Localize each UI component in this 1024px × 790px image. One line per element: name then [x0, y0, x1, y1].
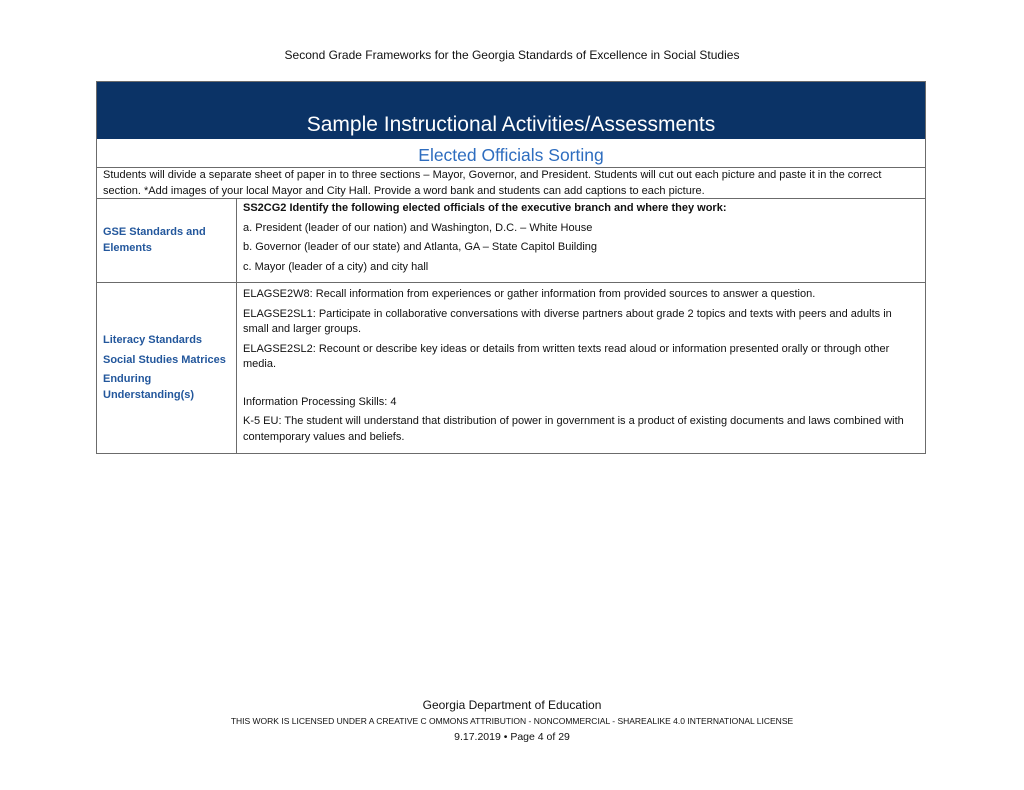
gse-label: GSE Standards and Elements — [97, 199, 237, 282]
social-studies-matrices-label: Social Studies Matrices — [103, 353, 226, 366]
literacy-standards-row — [97, 283, 925, 453]
gse-element-a: a. President (leader of our nation) and Washington, D.C. – White House — [243, 221, 593, 234]
enduring-understanding: K-5 EU: The student will understand that distribution of power in government is a product of existing documents and laws combined with contemporary values and beliefs. — [243, 415, 904, 443]
banner — [97, 82, 925, 139]
literacy-labels — [97, 283, 237, 453]
footer-license: THIS WORK IS LICENSED UNDER A CREATIVE C OMMONS ATTRIBUTION - NONCOMMERCIAL - SHAREALIKE 4.0 INTERNATIONAL LICENSE — [230, 716, 794, 726]
footer-page-number: 9.17.2019 • Page 4 of 29 — [454, 731, 570, 743]
enduring-understandings-label: Enduring Understanding(s) — [103, 373, 195, 401]
activity-description: Students will divide a separate sheet of paper in to three sections – Mayor, Governor, and President. Students will cut out each picture and paste it in the correct section. *Add images of your local Mayor and City Hall. Provide a word bank and students can add captions to each picture. — [97, 168, 925, 199]
gse-content — [237, 199, 925, 282]
elagse2sl2: ELAGSE2SL2: Recount or describe key ideas or details from written texts read aloud or information presented orally or through other media. — [243, 342, 890, 370]
gse-standard: SS2CG2 Identify the following elected officials of the executive branch and where they work: — [243, 202, 727, 214]
gse-standards-row — [97, 199, 925, 283]
elagse2w8: ELAGSE2W8: Recall information from experiences or gather information from provided sources to answer a question. — [243, 288, 816, 300]
page-footer — [0, 698, 1024, 744]
literacy-standards-label: Literacy Standards — [103, 334, 203, 346]
information-processing-skills: Information Processing Skills: 4 — [243, 395, 397, 408]
elagse2sl1: ELAGSE2SL1: Participate in collaborative conversations with diverse partners about grade 2 topics and texts with peers and adults in small and larger groups. — [243, 307, 892, 335]
footer-org: Georgia Department of Education — [422, 698, 602, 712]
gse-element-b: b. Governor (leader of our state) and Atlanta, GA – State Capitol Building — [243, 241, 598, 254]
activity-title: Elected Officials Sorting — [97, 139, 925, 168]
activities-table — [96, 81, 926, 454]
running-header: Second Grade Frameworks for the Georgia Standards of Excellence in Social Studies — [284, 48, 740, 62]
gse-element-c: c. Mayor (leader of a city) and city hall — [243, 260, 429, 273]
banner-title: Sample Instructional Activities/Assessments — [306, 113, 716, 136]
literacy-content — [237, 283, 925, 453]
